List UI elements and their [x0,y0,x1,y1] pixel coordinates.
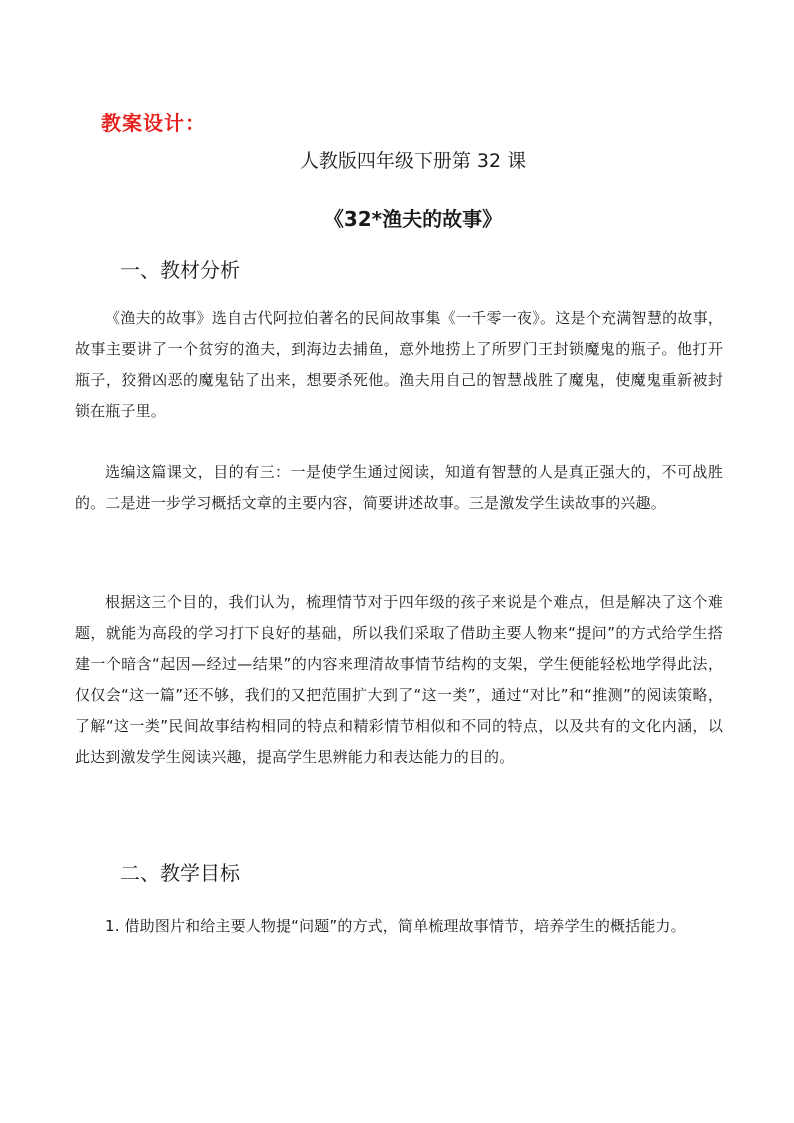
doc-label: 教案设计： [101,111,206,135]
analysis-paragraph: 选编这篇课文，目的有三：一是使学生通过阅读，知道有智慧的人是真正强大的，不可战胜的。二是进一步学习概括文章的主要内容，简要讲述故事。三是激发学生读故事的兴趣。 [75,463,723,512]
analysis-paragraph: 根据这三个目的，我们认为，梳理情节对于四年级的孩子来说是个难点，但是解决了这个难题，就能为高段的学习打下良好的基础，所以我们采取了借助主要人物来“提问”的方式给学生搭建一个暗含“起因—经过—结果”的内容来理清故事情节结构的支架，学生便能轻松地学得此法，仅仅会“这一篇”还不够，我们的又把范围扩大到了“这一类”，通过“对比”和“推测”的阅读策略，了解“这一类”民间故事结构相同的特点和精彩情节相似和不同的特点，以及共有的文化内涵，以此达到激发学生阅读兴趣，提高学生思辨能力和表达能力的目的。 [75,593,723,766]
doc-subtitle: 人教版四年级下册第 32 课 [299,150,527,172]
section-heading-objectives: 二、教学目标 [120,861,240,885]
doc-title: 《32*渔夫的故事》 [323,207,503,231]
objective-item: 1. 借助图片和给主要人物提“问题”的方式，简单梳理故事情节，培养学生的概括能力。 [105,917,686,935]
analysis-paragraph: 《渔夫的故事》选自古代阿拉伯著名的民间故事集《一千零一夜》。这是个充满智慧的故事，故事主要讲了一个贫穷的渔夫，到海边去捕鱼，意外地捞上了所罗门王封锁魔鬼的瓶子。他打开瓶子，狡猾凶恶的魔鬼钻了出来，想要杀死他。渔夫用自己的智慧战胜了魔鬼，使魔鬼重新被封锁在瓶子里。 [75,309,723,420]
section-heading-analysis: 一、教材分析 [120,258,240,282]
